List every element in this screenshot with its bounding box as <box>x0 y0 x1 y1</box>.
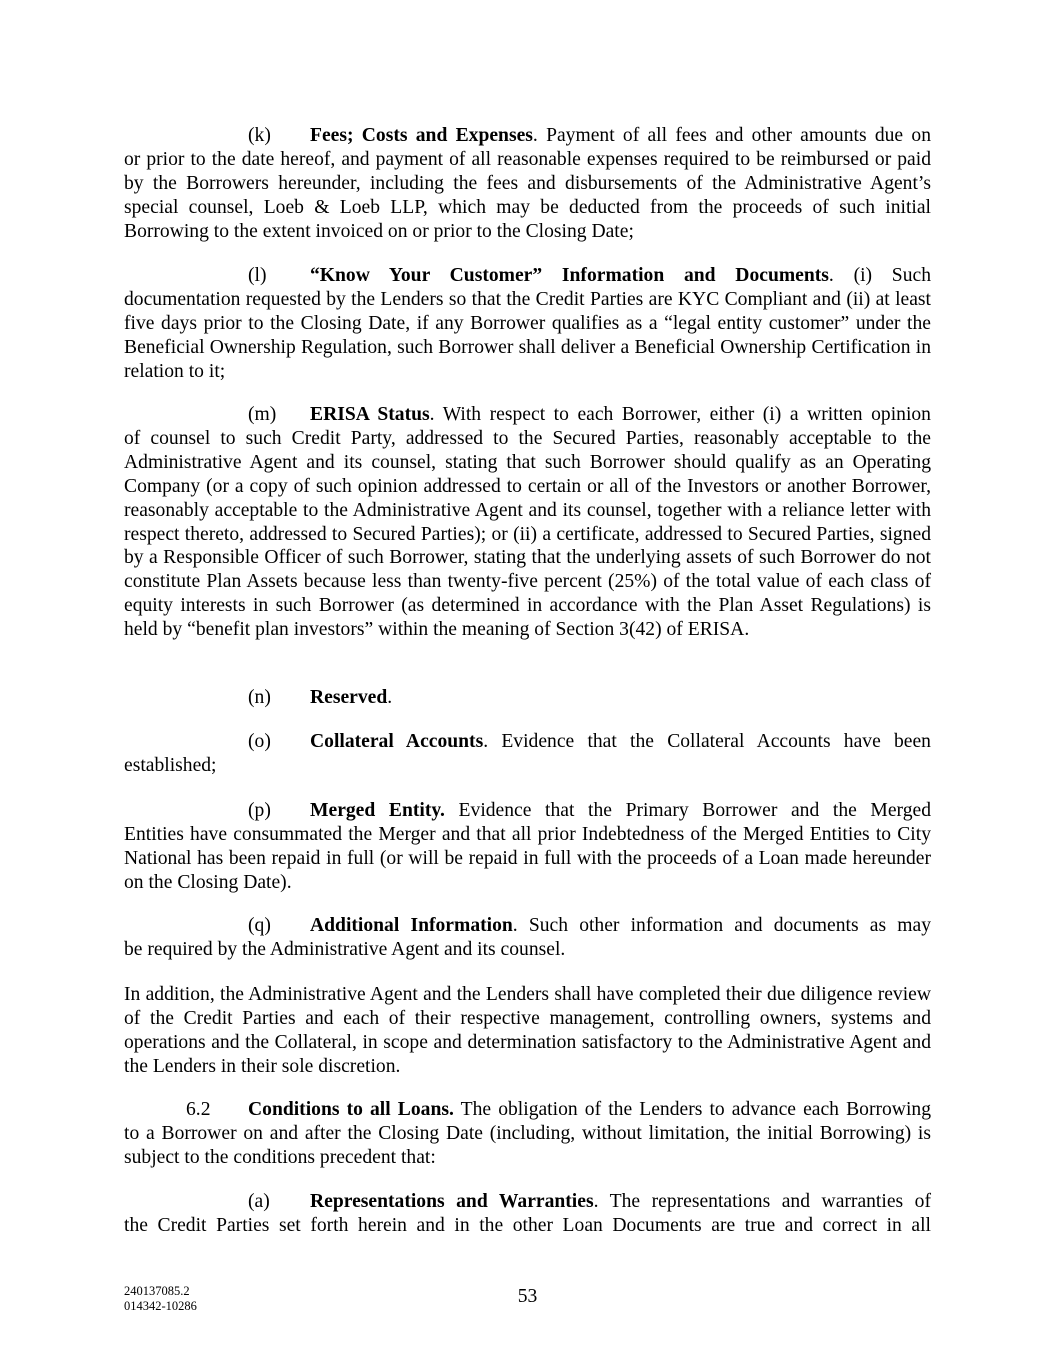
section-l <box>124 264 931 384</box>
section-6-2 <box>124 1098 931 1170</box>
section-q-body: be required by the Administrative Agent and its counsel. <box>124 938 566 960</box>
section-l-label: (l) <box>248 265 267 286</box>
section-m-label: (m) <box>248 404 277 425</box>
section-k-lead: . Payment of all fees and other amounts due on <box>532 125 931 146</box>
section-o-lead: . Evidence that the Collateral Accounts have been <box>483 731 931 752</box>
section-p-title: Merged Entity. <box>310 800 445 821</box>
section-a <box>124 1190 931 1238</box>
section-p-body: Entities have consummated the Merger and that all prior Indebtedness of the Merged Entities to City National has been repaid in full (or will be repaid in full with the proceeds of a Loan made hereunder on the Closing Date). <box>124 823 931 893</box>
section-a-label: (a) <box>248 1191 270 1212</box>
footer-matter-id: 014342-10286 <box>124 1299 197 1313</box>
section-o-body: established; <box>124 754 217 776</box>
section-o <box>124 730 931 778</box>
section-o-label: (o) <box>248 731 271 752</box>
section-p <box>124 799 931 895</box>
section-l-body: documentation requested by the Lenders so that the Credit Parties are KYC Compliant and (ii) at least five days prior to the Closing Date, if any Borrower qualifies as a “legal entity customer” under the Beneficial Ownership Regulation, such Borrower shall deliver a Beneficial Ownership Certification in relation to it; <box>124 288 931 382</box>
section-a-lead: . The representations and warranties of <box>593 1191 931 1212</box>
section-q-title: Additional Information <box>310 915 513 936</box>
section-n-tail: . <box>387 687 393 708</box>
section-o-title: Collateral Accounts <box>310 731 484 752</box>
section-m-body: of counsel to such Credit Party, addressed to the Secured Parties, reasonably acceptable to the Administrative Agent and its counsel, stating that such Borrower should qualify as an Operating Company (or a copy of such opinion addressed to certain or all of the Investors or another Borrower, reasonably acceptable to the Administrative Agent and its counsel, together with a reliance letter with respect thereto, addressed to Secured Parties); or (ii) a certificate, addressed to Secured Parties, signed by a Responsible Officer of such Borrower, stating that the underlying assets of such Borrower do not constitute Plan Assets because less than twenty-five percent (25%) of the total value of each class of equity interests in such Borrower (as determined in accordance with the Plan Asset Regulations) is held by “benefit plan investors” within the meaning of Section 3(42) of ERISA. <box>124 427 931 641</box>
section-6-2-title: Conditions to all Loans. <box>248 1099 454 1120</box>
section-k-title: Fees; Costs and Expenses <box>310 125 533 146</box>
page-number: 53 <box>517 1286 538 1307</box>
section-a-title: Representations and Warranties <box>310 1191 594 1212</box>
section-q <box>124 914 931 962</box>
section-q-label: (q) <box>248 915 271 936</box>
section-6-2-body: to a Borrower on and after the Closing Date (including, without limitation, the initial Borrowing) is subject to the conditions precedent that: <box>124 1122 931 1168</box>
section-k <box>124 124 931 244</box>
additional-paragraph <box>124 983 931 1079</box>
section-a-body: the Credit Parties set forth herein and in the other Loan Documents are true and correct in all <box>124 1214 931 1236</box>
section-k-label: (k) <box>248 125 271 146</box>
section-m-lead: . With respect to each Borrower, either (i) a written opinion <box>429 404 931 425</box>
additional-text: In addition, the Administrative Agent and the Lenders shall have completed their due diligence review of the Credit Parties and each of their respective management, controlling owners, systems and operations and the Collateral, in scope and determination satisfactory to the Administrative Agent and the Lenders in their sole discretion. <box>124 984 931 1077</box>
section-n-title: Reserved <box>310 687 388 708</box>
section-p-label: (p) <box>248 800 271 821</box>
section-q-lead: . Such other information and documents as may <box>512 915 931 936</box>
section-6-2-lead: The obligation of the Lenders to advance each Borrowing <box>453 1099 931 1120</box>
section-l-title: “Know Your Customer” Information and Documents <box>310 265 829 286</box>
section-6-2-number: 6.2 <box>186 1099 211 1120</box>
section-n-label: (n) <box>248 687 271 708</box>
section-k-body: or prior to the date hereof, and payment of all reasonable expenses required to be reimbursed or paid by the Borrowers hereunder, including the fees and disbursements of the Administrative Agent’s special counsel, Loeb & Loeb LLP, which may be deducted from the proceeds of such initial Borrowing to the extent invoiced on or prior to the Closing Date; <box>124 148 931 242</box>
section-m-title: ERISA Status <box>310 404 430 425</box>
section-l-lead: . (i) Such <box>828 265 931 286</box>
section-m <box>124 403 931 642</box>
section-n <box>124 686 931 710</box>
footer-doc-id: 240137085.2 <box>124 1284 190 1298</box>
section-p-lead: Evidence that the Primary Borrower and the Merged <box>444 800 931 821</box>
